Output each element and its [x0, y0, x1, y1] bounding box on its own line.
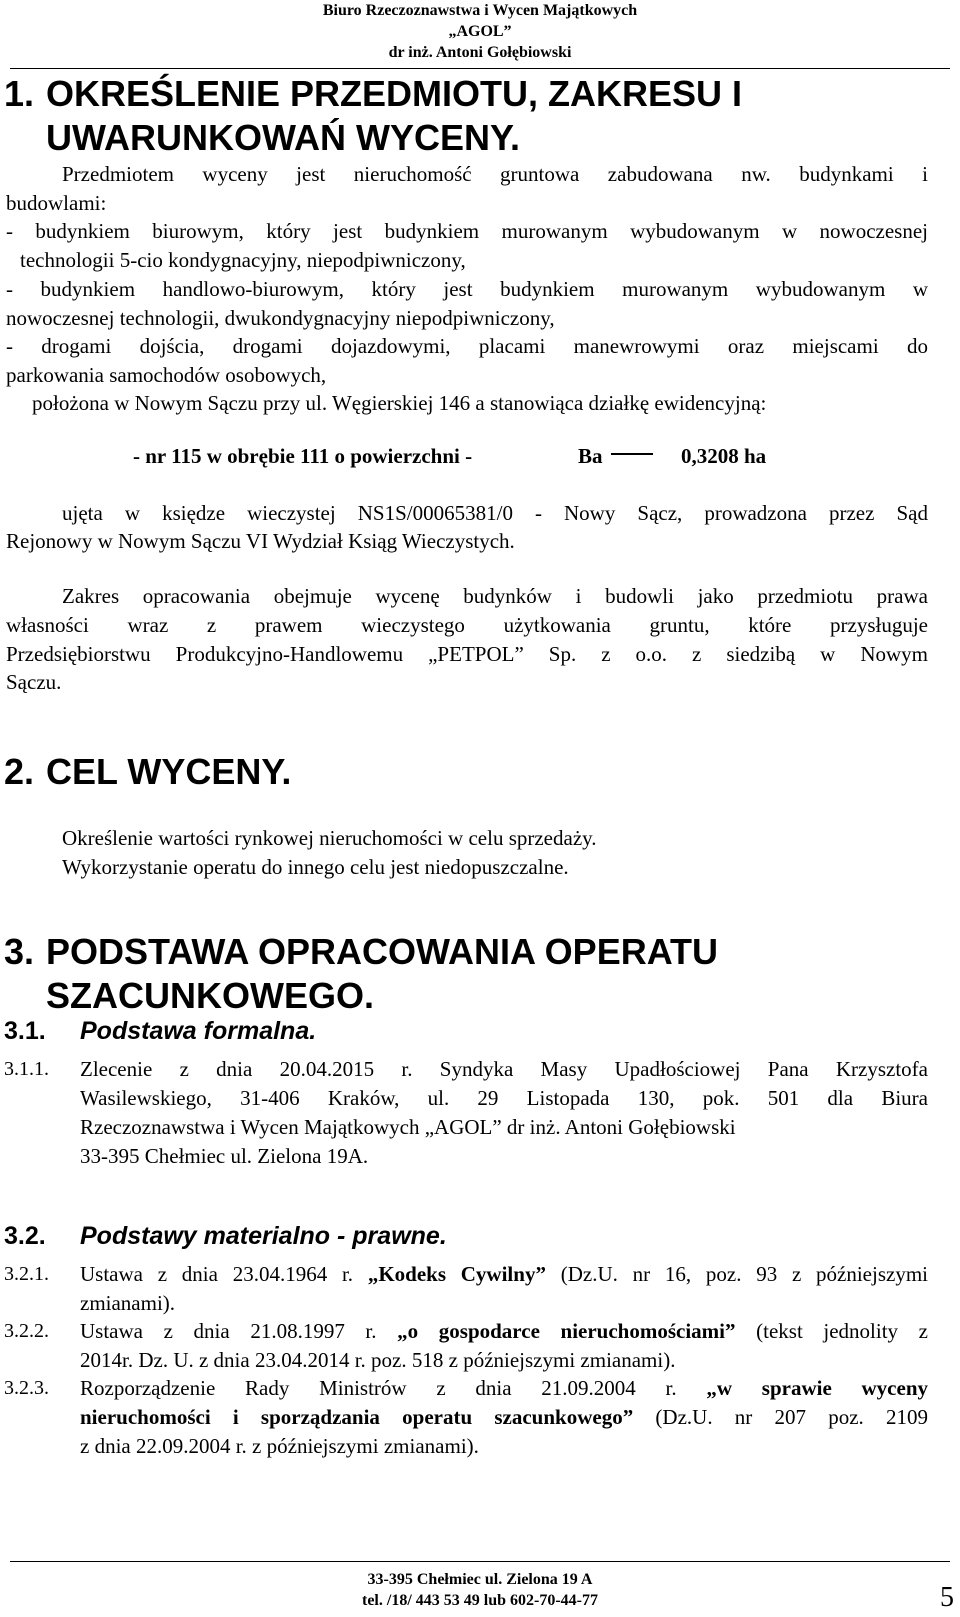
location-line: położona w Nowym Sączu przy ul. Węgierskiej 146 a stanowiąca działkę ewidencyjną: — [32, 391, 767, 415]
section-2-title: CEL WYCENY. — [46, 751, 292, 792]
section-1-heading — [4, 72, 742, 160]
item-3-2-3-number: 3.2.3. — [4, 1377, 49, 1399]
purpose-line-2: Wykorzystanie operatu do innego celu jest niedopuszczalne. — [62, 855, 569, 879]
letterhead-brand: „AGOL” — [448, 23, 512, 40]
subsection-3-1-title: Podstawa formalna. — [80, 1017, 317, 1045]
building-1-line-2: technologii 5-cio kondygnacyjny, niepodpiwniczony, — [20, 248, 466, 272]
item-3-1-1-line-1: Zlecenie z dnia 20.04.2015 r. Syndyka Masy Upadłościowej Pana Krzysztofa — [80, 1057, 928, 1081]
parcel-use-code: Ba — [578, 444, 603, 468]
item-3-2-2-act-name: „o gospodarce nieruchomościami” — [397, 1319, 736, 1343]
item-3-2-3-act-name-2: nieruchomości i sporządzania operatu szacunkowego” — [80, 1405, 634, 1429]
item-3-1-1-line-4: 33-395 Chełmiec ul. Zielona 19A. — [80, 1144, 369, 1168]
item-3-2-3-text-b: (Dz.U. nr 207 poz. 2109 — [655, 1405, 928, 1429]
item-3-2-1-act-name: „Kodeks Cywilny” — [367, 1262, 546, 1286]
item-3-1-1-line-2: Wasilewskiego, 31-406 Kraków, ul. 29 Listopada 130, pok. 501 dla Biura — [80, 1086, 928, 1110]
letterhead-office: Biuro Rzeczoznawstwa i Wycen Majątkowych — [322, 2, 638, 19]
section-3-title-line1: PODSTAWA OPRACOWANIA OPERATU — [46, 931, 719, 972]
item-3-2-1-number: 3.2.1. — [4, 1263, 49, 1285]
building-1-line-1: - budynkiem biurowym, który jest budynkiem murowanym wybudowanym w nowoczesnej — [6, 219, 928, 243]
item-3-1-1 — [80, 1055, 956, 1171]
item-3-2-3-act-name-1: „w sprawie wyceny — [706, 1376, 929, 1400]
item-3-1-1-number: 3.1.1. — [4, 1058, 49, 1080]
item-3-2-3-line-3: z dnia 22.09.2004 r. z późniejszymi zmianami). — [80, 1434, 479, 1458]
header-divider — [10, 68, 950, 69]
land-register-line-2: Rejonowy w Nowym Sączu VI Wydział Ksiąg Wieczystych. — [6, 529, 515, 553]
item-3-2-2 — [80, 1317, 956, 1375]
subsection-3-2-title: Podstawy materialno - prawne. — [80, 1222, 447, 1250]
section-1-title-line1: OKREŚLENIE PRZEDMIOTU, ZAKRESU I — [46, 73, 743, 114]
footer — [0, 1569, 960, 1611]
item-3-2-1 — [80, 1260, 956, 1318]
item-3-2-3-line-1 — [80, 1374, 928, 1403]
land-register-line-1: ujęta w księdze wieczystej NS1S/00065381/0 - Nowy Sącz, prowadzona przez Sąd — [62, 501, 928, 525]
section-1-title-line2: UWARUNKOWAŃ WYCENY. — [46, 117, 520, 158]
item-3-2-1-text-a: Ustawa z dnia 23.04.1964 r. — [80, 1262, 354, 1286]
item-3-2-2-line-2: 2014r. Dz. U. z dnia 23.04.2014 r. poz. 518 z późniejszymi zmianami). — [80, 1348, 676, 1372]
building-2-line-2: nowoczesnej technologii, dwukondygnacyjny niepodpiwniczony, — [6, 306, 555, 330]
item-3-2-2-line-1 — [80, 1317, 928, 1346]
item-3-2-1-text-b: (Dz.U. nr 16, poz. 93 z późniejszymi — [560, 1262, 929, 1286]
intro-line-2: budowlami: — [6, 191, 107, 215]
item-3-2-2-text-a: Ustawa z dnia 21.08.1997 r. — [80, 1319, 377, 1343]
section-3-number: 3. — [4, 931, 35, 972]
page-number: 5 — [940, 1582, 954, 1613]
parcel-description: - nr 115 w obrębie 111 o powierzchni - — [133, 444, 473, 468]
parcel-area: 0,3208 ha — [681, 444, 767, 468]
building-2-line-1: - budynkiem handlowo-biurowym, który jest budynkiem murowanym wybudowanym w — [6, 277, 928, 301]
section-2-number: 2. — [4, 751, 35, 792]
section-2-heading — [4, 750, 291, 794]
section-3-title-line2: SZACUNKOWEGO. — [46, 975, 374, 1016]
item-3-2-3 — [80, 1374, 956, 1461]
item-3-2-2-number: 3.2.2. — [4, 1320, 49, 1342]
subsection-3-2-number: 3.2. — [4, 1222, 46, 1250]
item-3-2-1-line-2: zmianami). — [80, 1291, 176, 1315]
parcel-use — [578, 442, 653, 471]
subsection-3-1-number: 3.1. — [4, 1017, 46, 1045]
intro-line-1: Przedmiotem wyceny jest nieruchomość gruntowa zabudowana nw. budynkami i — [62, 162, 928, 186]
item-3-2-3-text-a: Rozporządzenie Rady Ministrów z dnia 21.09.2004 r. — [80, 1376, 677, 1400]
scope-line-4: Sączu. — [6, 670, 62, 694]
footer-divider — [10, 1561, 950, 1562]
scope-line-1: Zakres opracowania obejmuje wycenę budynków i budowli jako przedmiotu prawa — [62, 584, 928, 608]
subsection-3-2-heading — [4, 1220, 447, 1252]
section-3-heading — [4, 930, 718, 1018]
roads-line-2: parkowania samochodów osobowych, — [6, 363, 327, 387]
letterhead — [0, 0, 960, 63]
scope-line-3: Przedsiębiorstwu Produkcyjno-Handlowemu „PETPOL” Sp. z o.o. z siedzibą w Nowym — [6, 642, 928, 666]
item-3-1-1-line-3: Rzeczoznawstwa i Wycen Majątkowych „AGOL” dr inż. Antoni Gołębiowski — [80, 1115, 736, 1139]
footer-address: 33-395 Chełmiec ul. Zielona 19 A — [367, 1571, 593, 1588]
letterhead-owner: dr inż. Antoni Gołębiowski — [388, 44, 572, 61]
item-3-2-2-text-b: (tekst jednolity z — [756, 1319, 929, 1343]
purpose-line-1: Określenie wartości rynkowej nieruchomości w celu sprzedaży. — [62, 826, 597, 850]
roads-line-1: - drogami dojścia, drogami dojazdowymi, placami manewrowymi oraz miejscami do — [6, 334, 928, 358]
subsection-3-1-heading — [4, 1015, 316, 1047]
section-1-number: 1. — [4, 73, 35, 114]
scope-line-2: własności wraz z prawem wieczystego użytkowania gruntu, które przysługuje — [6, 613, 928, 637]
item-3-2-3-line-2 — [80, 1403, 928, 1432]
footer-phone: tel. /18/ 443 53 49 lub 602-70-44-77 — [362, 1592, 598, 1609]
item-3-2-1-line-1 — [80, 1260, 928, 1289]
